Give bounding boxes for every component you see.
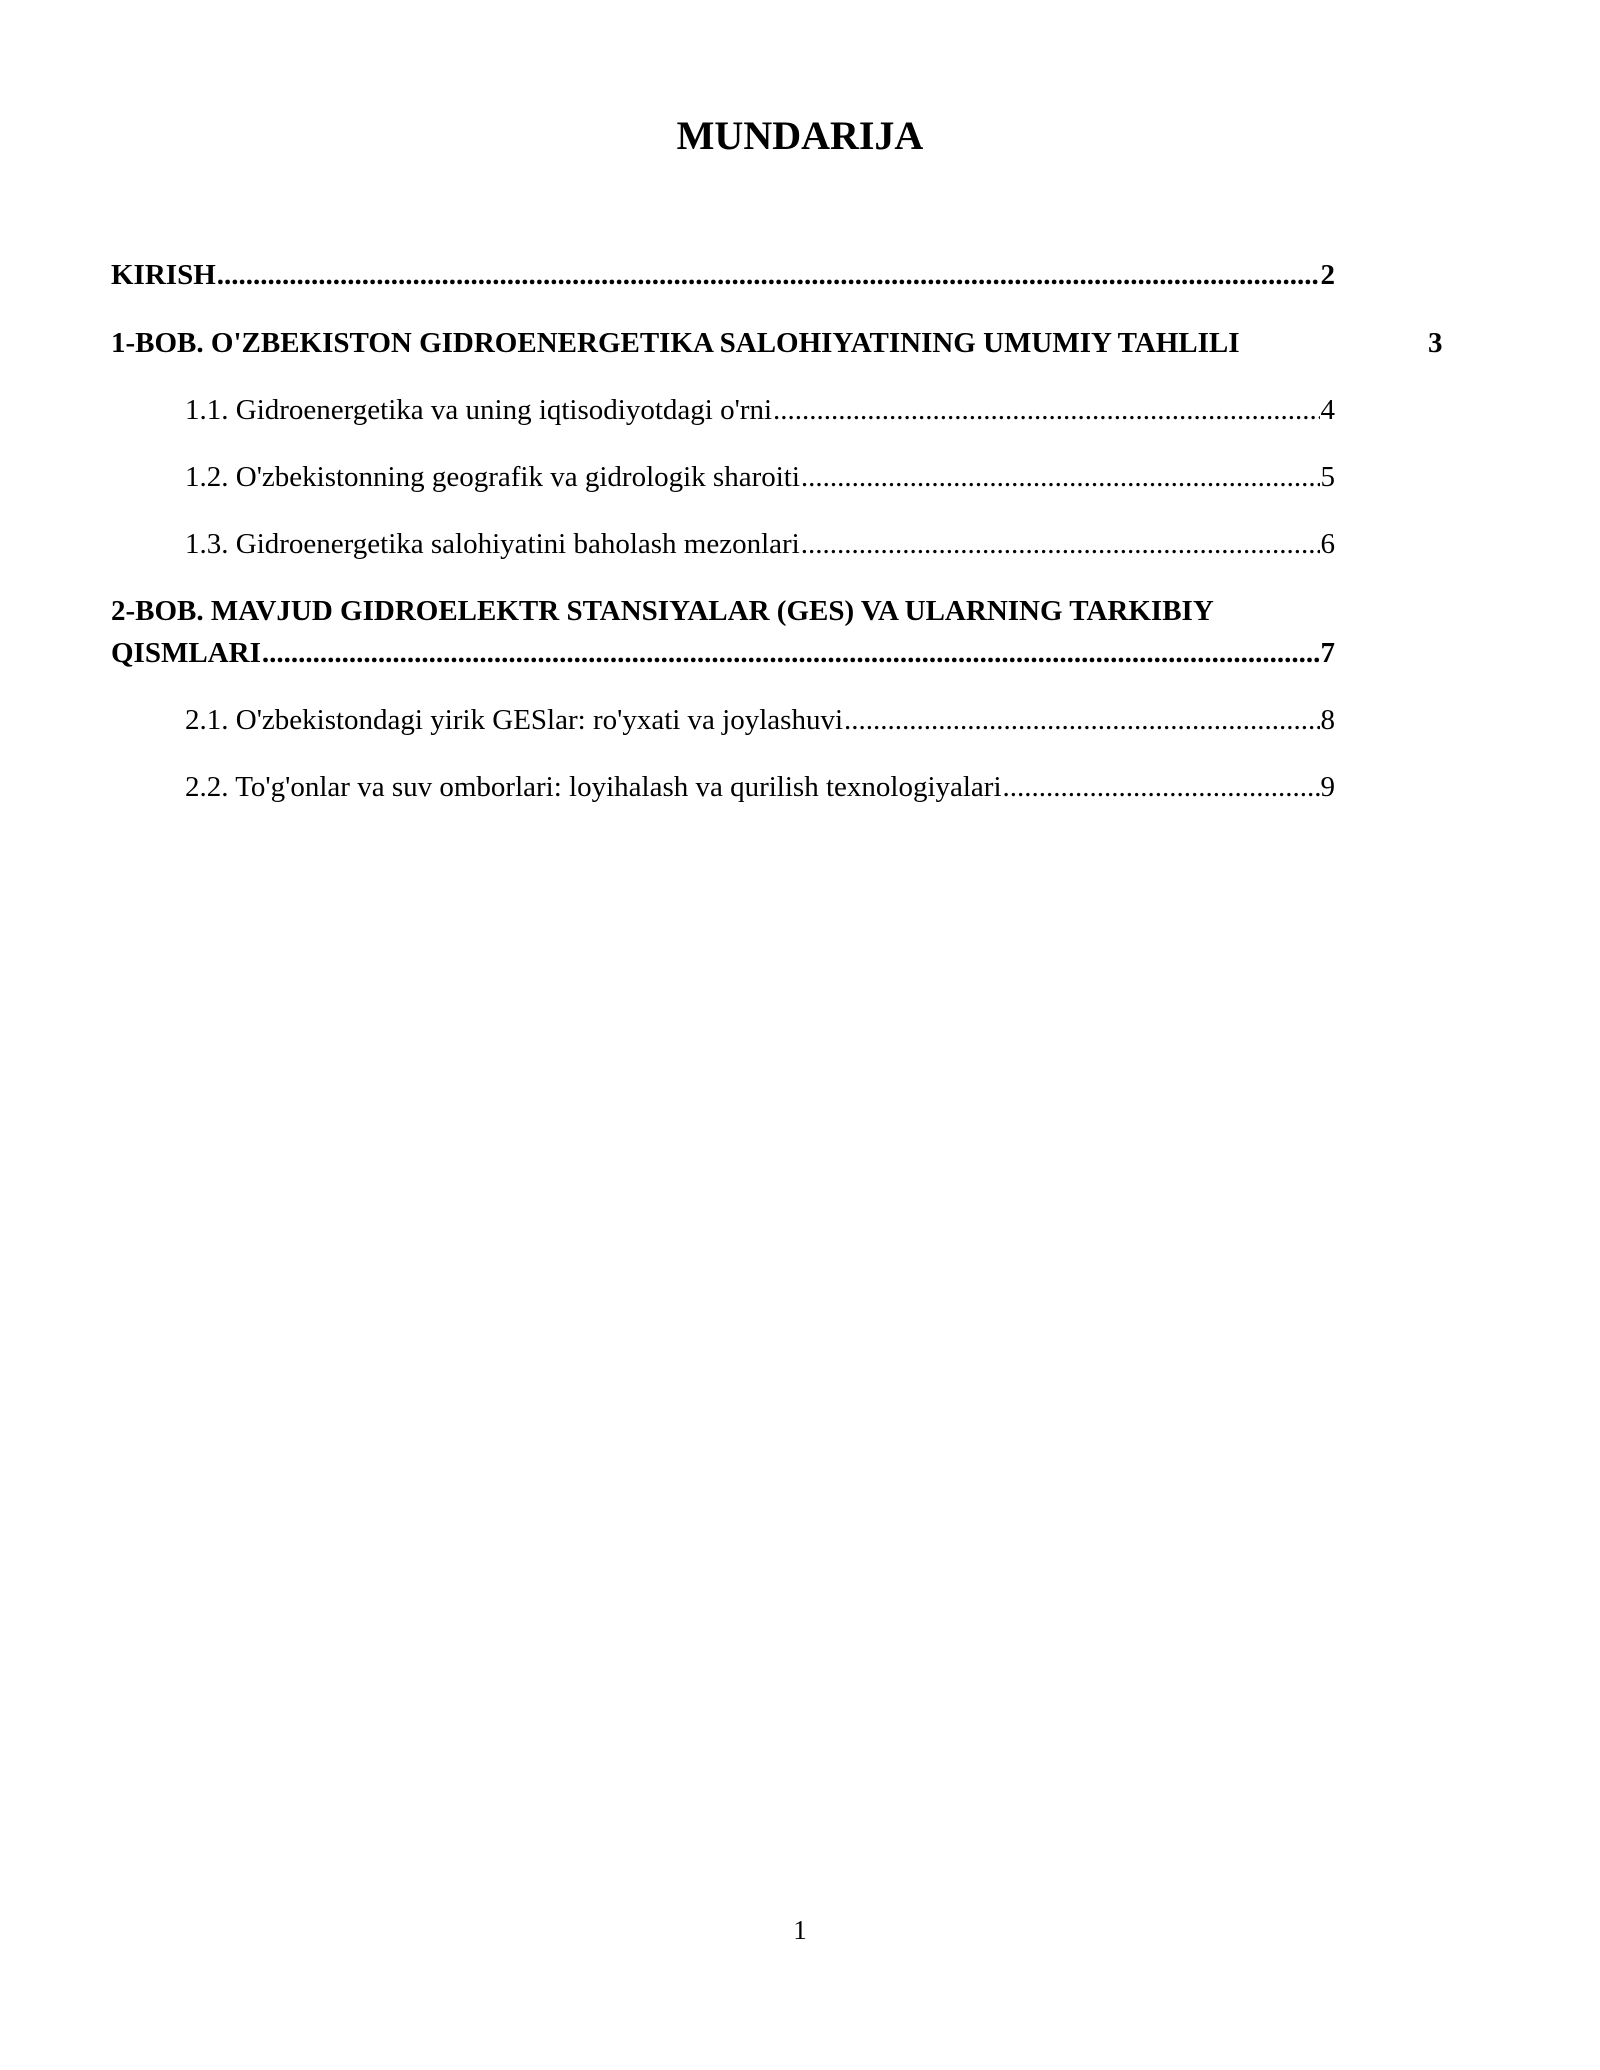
toc-dot-leader	[801, 457, 1320, 497]
toc-entry-label: 2-BOB. MAVJUD GIDROELEKTR STANSIYALAR (GES) VA ULARNING TARKIBIY	[111, 595, 1214, 627]
toc-entry-section-1-2[interactable]	[185, 457, 1335, 497]
toc-entry-intro[interactable]	[111, 255, 1335, 295]
toc-entry-chapter2-line1[interactable]	[111, 591, 1214, 631]
toc-entry-page: 5	[1320, 461, 1335, 493]
toc-entry-chapter1-page: 3	[1428, 327, 1443, 359]
toc-entry-page: 4	[1320, 394, 1335, 426]
toc-entry-section-1-3[interactable]	[185, 524, 1335, 564]
toc-entry-label: QISMLARI	[111, 637, 261, 669]
toc-dot-leader	[844, 700, 1319, 740]
toc-entry-label: 1.2. O'zbekistonning geografik va gidrologik sharoiti	[185, 461, 800, 493]
toc-dot-leader	[773, 390, 1319, 430]
page-number: 1	[793, 1915, 807, 1945]
toc-entry-label: KIRISH	[111, 259, 216, 291]
toc-entry-chapter2-line2[interactable]	[111, 633, 1335, 673]
toc-dot-leader	[262, 633, 1320, 673]
toc-entry-label: 1-BOB. O'ZBEKISTON GIDROENERGETIKA SALOHIYATINING UMUMIY TAHLILI	[111, 327, 1240, 359]
toc-entry-page: 8	[1320, 704, 1335, 736]
toc-dot-leader	[801, 524, 1320, 564]
toc-entry-section-2-1[interactable]	[185, 700, 1335, 740]
toc-entry-label: 1.1. Gidroenergetika va uning iqtisodiyotdagi o'rni	[185, 394, 773, 426]
toc-entry-label: 2.1. O'zbekistondagi yirik GESlar: ro'yxati va joylashuvi	[185, 704, 844, 736]
toc-entry-label: 1.3. Gidroenergetika salohiyatini baholash mezonlari	[185, 528, 800, 560]
toc-entry-page: 9	[1320, 771, 1335, 803]
toc-entry-page: 2	[1320, 259, 1335, 291]
toc-dot-leader	[1003, 767, 1320, 807]
page-title: MUNDARIJA	[676, 113, 924, 158]
toc-entry-page: 6	[1320, 528, 1335, 560]
toc-entry-section-1-1[interactable]	[185, 390, 1335, 430]
toc-entry-page: 7	[1320, 637, 1335, 669]
toc-entry-chapter1[interactable]	[111, 323, 1240, 363]
toc-entry-label: 2.2. To'g'onlar va suv omborlari: loyihalash va qurilish texnologiyalari	[185, 771, 1002, 803]
toc-dot-leader	[217, 255, 1320, 295]
toc-entry-section-2-2[interactable]	[185, 767, 1335, 807]
